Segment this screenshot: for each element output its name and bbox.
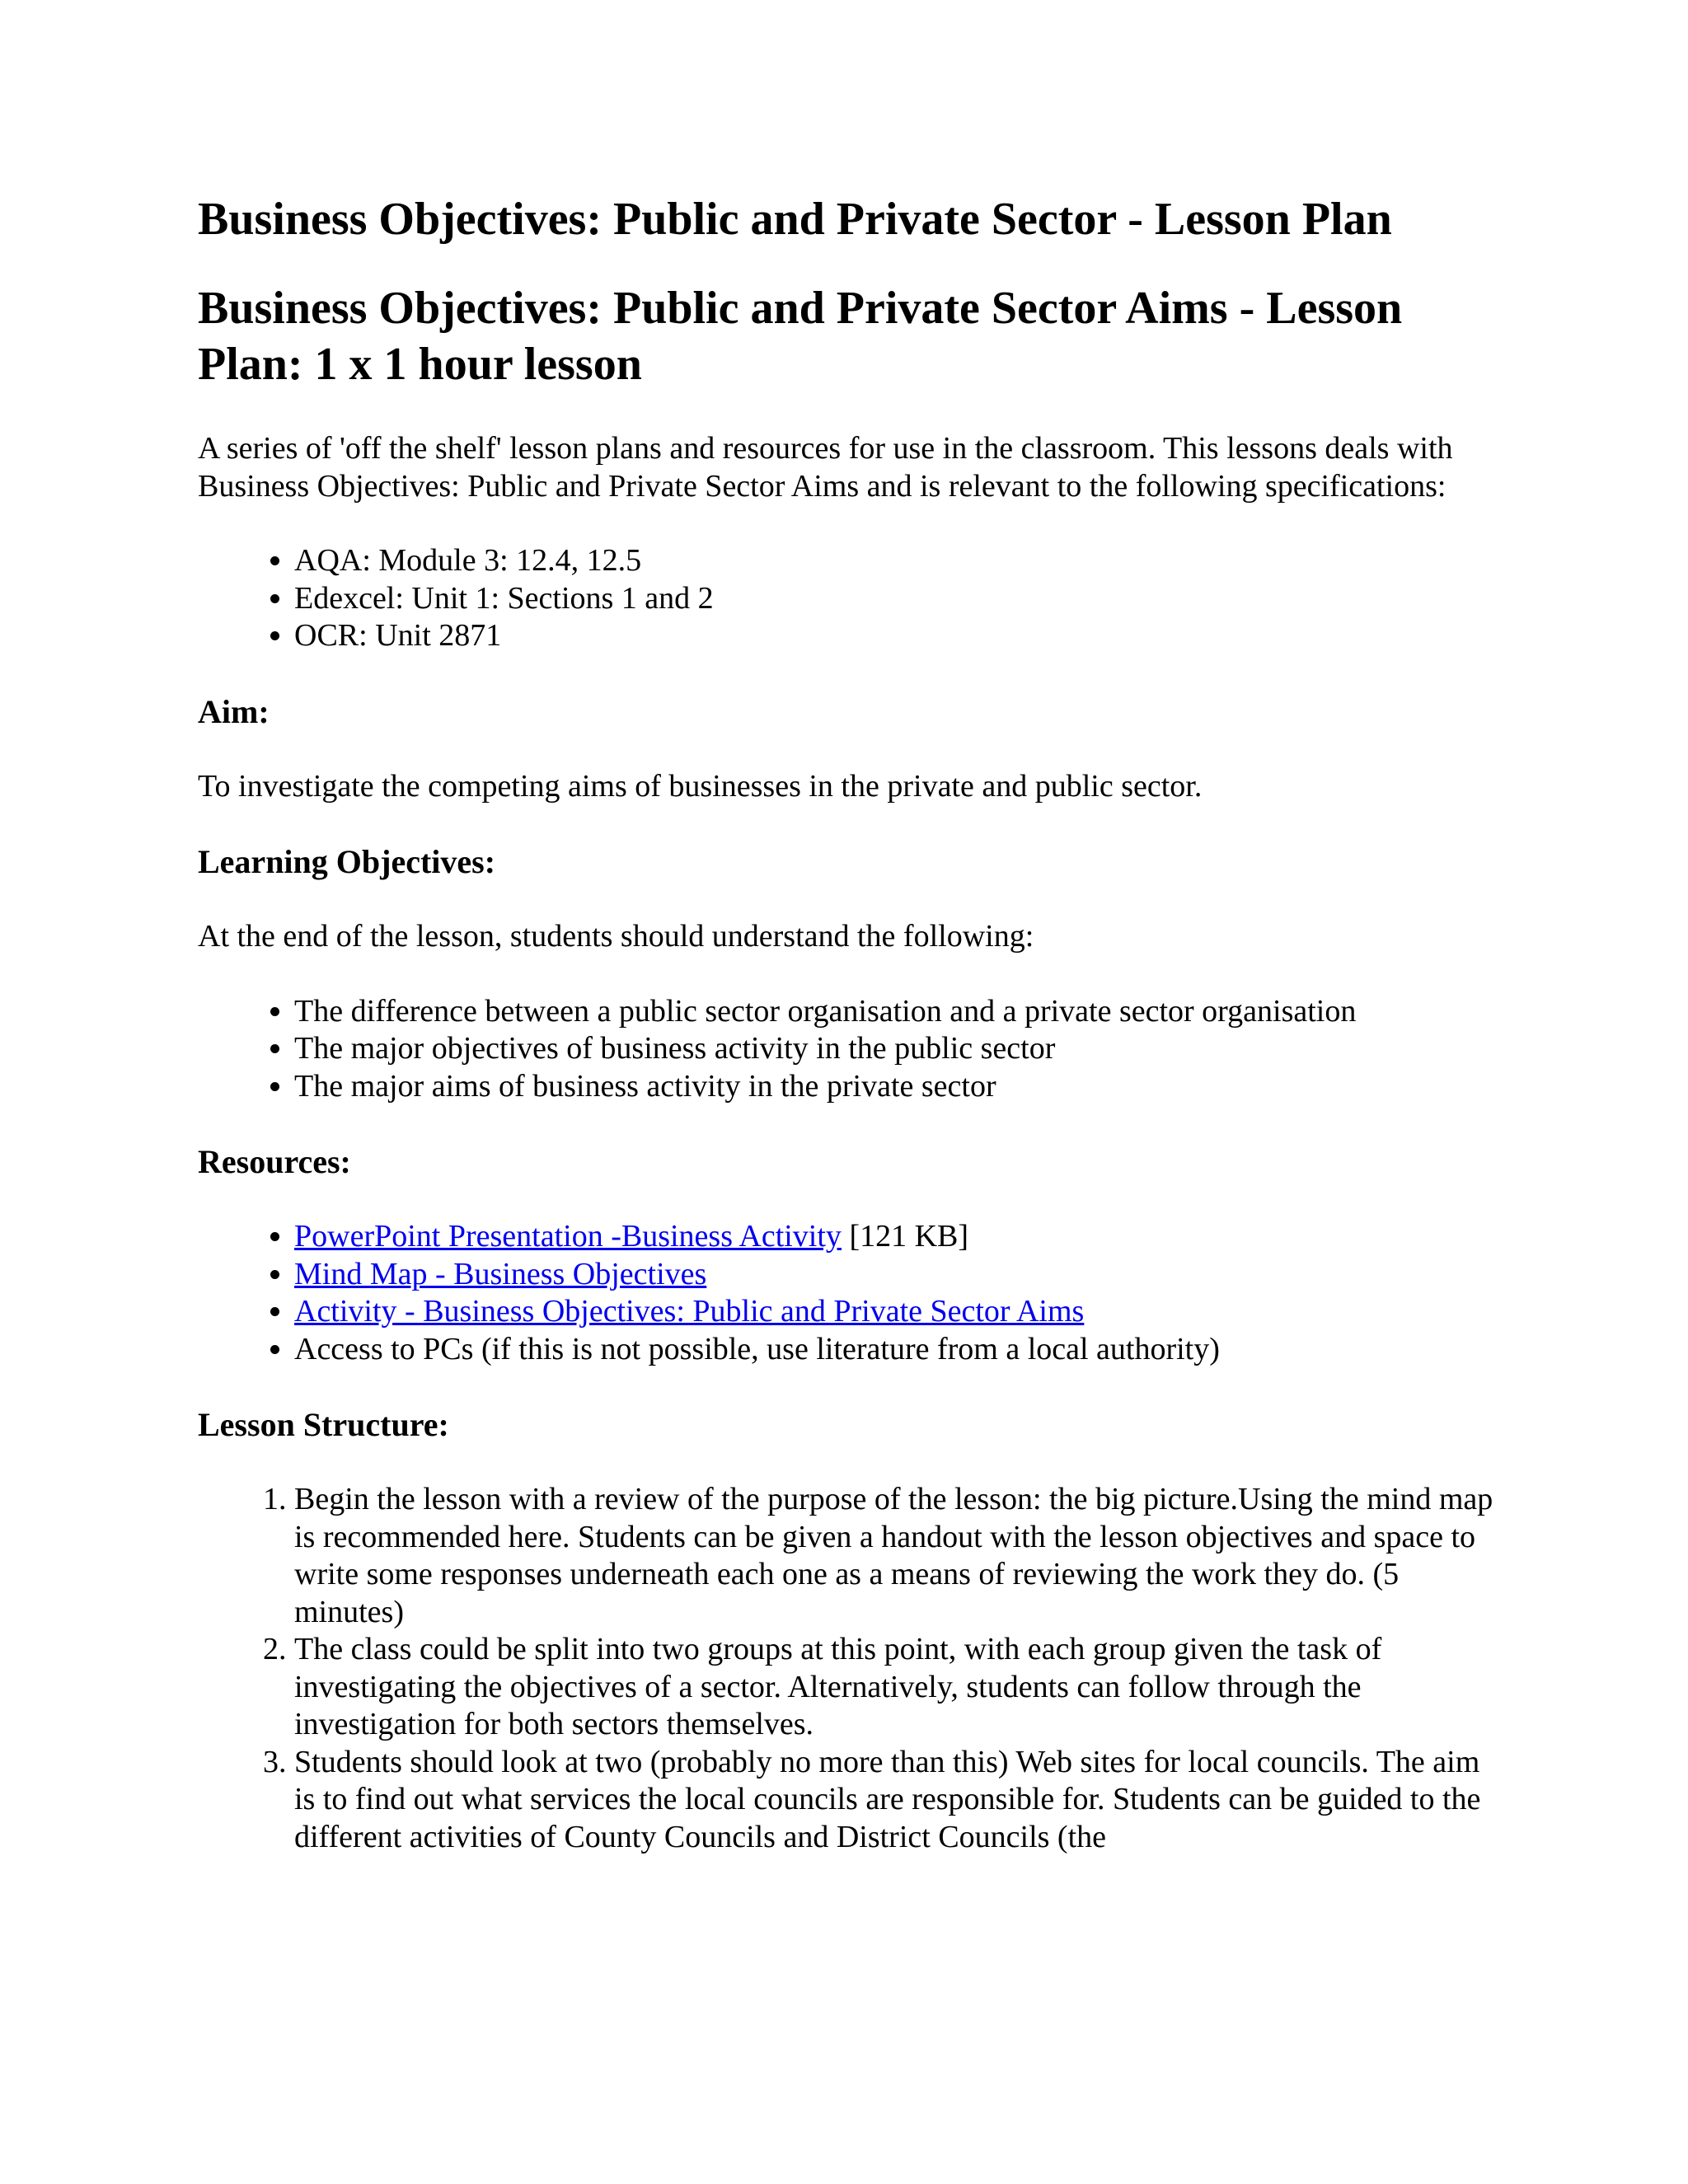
specifications-list xyxy=(198,542,1500,655)
mind-map-link[interactable]: Mind Map - Business Objectives xyxy=(294,1256,707,1291)
list-item: 2. The class could be split into two groups at this point, with each group given the task of investigating the objectives of a sector. Alternatively, students can follow through the investigation for both sectors themselves. xyxy=(294,1631,1500,1744)
list-item: • The major objectives of business activity in the public sector xyxy=(294,1030,1500,1068)
list-item: • Access to PCs (if this is not possible, use literature from a local authority) xyxy=(294,1331,1500,1369)
resources-list xyxy=(198,1218,1500,1368)
learning-objectives-intro: At the end of the lesson, students should understand the following: xyxy=(198,919,1034,954)
list-item: • AQA: Module 3: 12.4, 12.5 xyxy=(294,542,1500,580)
learning-objectives-heading: Learning Objectives: xyxy=(198,843,496,880)
file-size: [121 KB] xyxy=(841,1219,969,1254)
list-item xyxy=(294,1256,1500,1294)
list-item: 1. Begin the lesson with a review of the purpose of the lesson: the big picture.Using the mind map is recommended here. Students can be given a handout with the lesson objectives and space to write some responses underneath each one as a means of reviewing the work they do. (5 minutes) xyxy=(294,1481,1500,1631)
list-item xyxy=(294,1293,1500,1331)
intro-paragraph: A series of 'off the shelf' lesson plans and resources for use in the classroom. This lessons deals with Business Objectives: Public and Private Sector Aims and is relevant to the following specifications: xyxy=(198,431,1453,504)
powerpoint-link[interactable]: PowerPoint Presentation -Business Activity xyxy=(294,1219,842,1254)
lesson-subtitle: Business Objectives: Public and Private Sector Aims - Lesson Plan: 1 x 1 hour lesson xyxy=(198,283,1403,390)
aim-heading: Aim: xyxy=(198,692,270,730)
list-item: • OCR: Unit 2871 xyxy=(294,617,1500,655)
list-item: • Edexcel: Unit 1: Sections 1 and 2 xyxy=(294,580,1500,618)
document-page xyxy=(198,191,1500,1893)
aim-text: To investigate the competing aims of businesses in the private and public sector. xyxy=(198,768,1203,804)
list-item: 3. Students should look at two (probably no more than this) Web sites for local councils. The aim is to find out what services the local councils are responsible for. Students can be guided to the different activities of County Councils and District Councils (the xyxy=(294,1744,1500,1857)
lesson-structure-heading: Lesson Structure: xyxy=(198,1406,449,1443)
resources-heading: Resources: xyxy=(198,1143,351,1180)
list-item: • The major aims of business activity in the private sector xyxy=(294,1068,1500,1106)
learning-objectives-list xyxy=(198,993,1500,1106)
activity-link[interactable]: Activity - Business Objectives: Public and Private Sector Aims xyxy=(294,1294,1085,1329)
lesson-structure-list xyxy=(198,1481,1500,1856)
page-title: Business Objectives: Public and Private Sector - Lesson Plan xyxy=(198,194,1392,245)
list-item: • The difference between a public sector organisation and a private sector organisation xyxy=(294,993,1500,1031)
list-item xyxy=(294,1218,1500,1256)
